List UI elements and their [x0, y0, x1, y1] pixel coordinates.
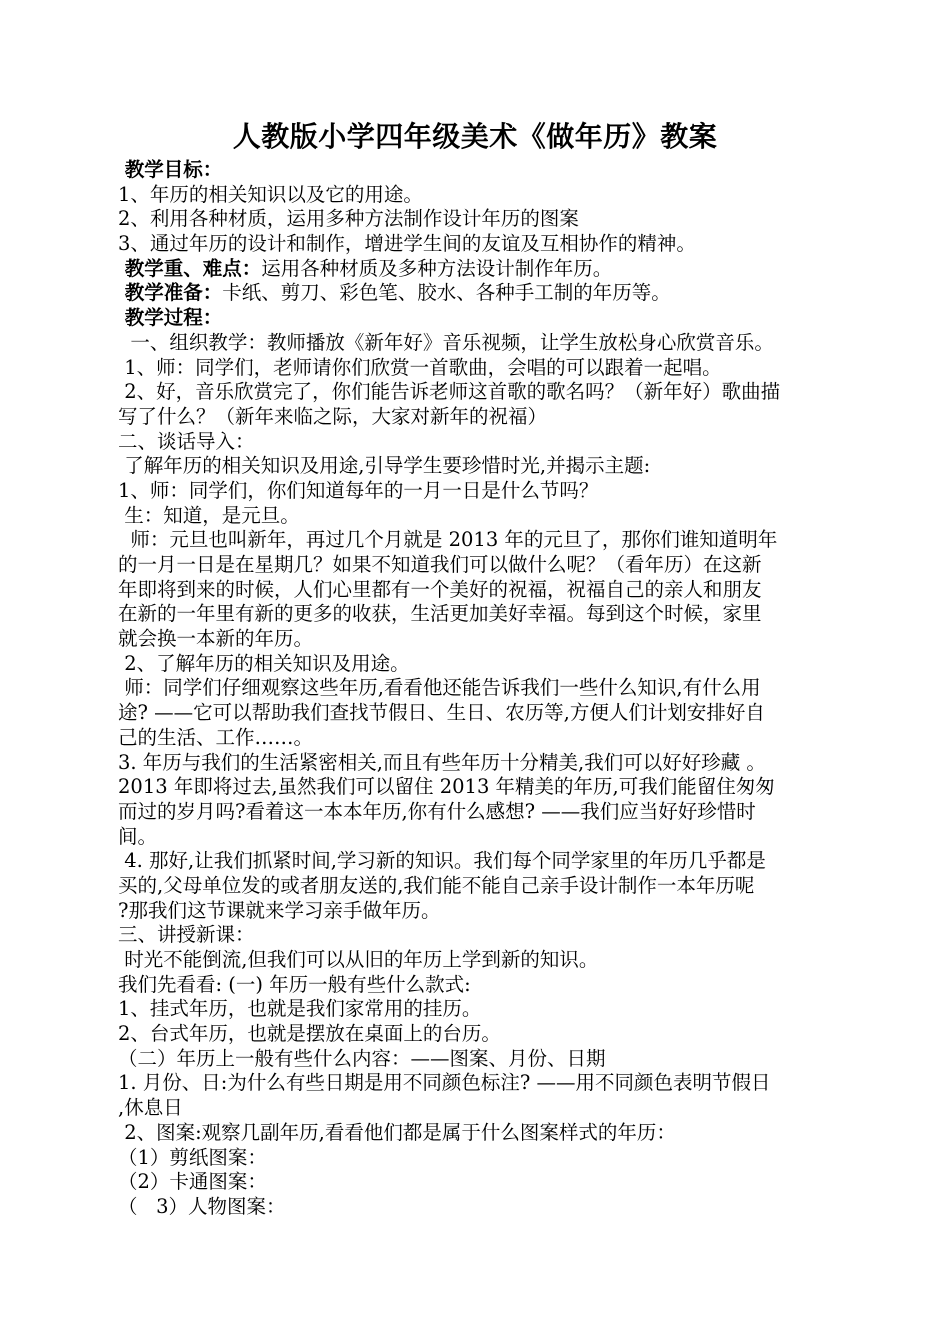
line-text: 间。 [118, 824, 158, 848]
text-line [118, 1121, 853, 1146]
text-line [118, 726, 853, 751]
text-line [118, 800, 853, 825]
text-line [118, 257, 853, 282]
line-text: 卡纸、剪刀、彩色笔、胶水、各种手工制的年历等。 [222, 281, 671, 305]
line-text: 途? ——它可以帮助我们查找节假日、生日、农历等,方便人们计划安排好自 [118, 701, 765, 725]
section-label: 教学过程： [118, 306, 223, 330]
text-line [118, 1096, 853, 1121]
line-text: ,休息日 [118, 1096, 183, 1120]
line-text: 1. 月份、日:为什么有些日期是用不同颜色标注? ——用不同颜色表明节假日 [118, 1071, 771, 1095]
section-label: 教学重、难点： [118, 256, 262, 280]
text-line [118, 1022, 853, 1047]
line-text: 1、师：同学们，老师请你们欣赏一首歌曲，会唱的可以跟着一起唱。 [118, 355, 722, 379]
text-line [118, 380, 853, 405]
text-line [118, 331, 853, 356]
text-line [118, 751, 853, 776]
line-text: 我们先看看: (一) 年历一般有些什么款式: [118, 972, 471, 996]
text-line [118, 899, 853, 924]
text-line [118, 528, 853, 553]
line-text: 时光不能倒流,但我们可以从旧的年历上学到新的知识。 [118, 948, 599, 971]
line-text: （2）卡通图案： [118, 1170, 267, 1194]
line-text: 1、年历的相关知识以及它的用途。 [118, 182, 423, 206]
text-line [118, 405, 853, 430]
document-title: 人教版小学四年级美术《做年历》教案 [232, 120, 718, 153]
text-line [118, 1071, 853, 1096]
section-label: 教学准备： [118, 281, 223, 305]
text-line [118, 627, 853, 652]
line-text: ?那我们这节课就来学习亲手做年历。 [118, 898, 441, 922]
text-line [118, 1195, 853, 1220]
text-line [118, 676, 853, 701]
line-text: 买的,父母单位发的或者朋友送的,我们能不能自己亲手设计制作一本年历呢 [118, 873, 755, 897]
line-text: 三、讲授新课： [118, 923, 255, 947]
text-line [118, 553, 853, 578]
text-line [118, 1170, 853, 1195]
text-line [118, 158, 853, 183]
line-text: 写了什么？（新年来临之际，大家对新年的祝福） [118, 404, 548, 428]
text-line [118, 1146, 853, 1171]
line-text: （ 3）人物图案： [118, 1194, 286, 1218]
line-text: 2、台式年历，也就是摆放在桌面上的台历。 [118, 1022, 501, 1046]
line-text: 4. 那好,让我们抓紧时间,学习新的知识。我们每个同学家里的年历几乎都是 [118, 849, 766, 873]
section-label: 教学目标： [118, 158, 223, 181]
line-text: （二）年历上一般有些什么内容：——图案、月份、日期 [118, 1046, 606, 1070]
line-text: 己的生活、工作……。 [118, 725, 314, 749]
line-text: 一、组织教学：教师播放《新年好》音乐视频，让学生放松身心欣赏音乐。 [118, 330, 774, 354]
text-line [118, 775, 853, 800]
document-body [118, 158, 853, 1220]
line-text: 2、图案:观察几副年历,看看他们都是属于什么图案样式的年历： [118, 1120, 676, 1144]
text-line [118, 923, 853, 948]
text-line [118, 232, 853, 257]
text-line [118, 825, 853, 850]
line-text: 而过的岁月吗?看着这一本本年历,你有什么感想? ——我们应当好好珍惜时 [118, 799, 756, 823]
text-line [118, 454, 853, 479]
text-line [118, 183, 853, 208]
line-text: 师：同学们仔细观察这些年历,看看他还能告诉我们一些什么知识,有什么用 [118, 676, 761, 700]
line-text: 2、好，音乐欣赏完了，你们能告诉老师这首歌的歌名吗？（新年好）歌曲描 [118, 380, 781, 404]
text-line [118, 948, 853, 973]
line-text: 就会换一本新的年历。 [118, 627, 314, 651]
text-line [118, 578, 853, 603]
text-line [118, 207, 853, 232]
text-line [118, 701, 853, 726]
line-text: 3、通过年历的设计和制作，增进学生间的友谊及互相协作的精神。 [118, 232, 696, 256]
line-text: 师：元旦也叫新年，再过几个月就是 2013 年的元旦了，那你们谁知道明年 [118, 528, 778, 552]
text-line [118, 1047, 853, 1072]
text-line [118, 602, 853, 627]
text-line [118, 997, 853, 1022]
text-line [118, 874, 853, 899]
line-text: 的一月一日是在星期几？如果不知道我们可以做什么呢？（看年历）在这新 [118, 553, 762, 576]
line-text: 二、谈话导入： [118, 429, 255, 453]
line-text: 运用各种材质及多种方法设计制作年历。 [261, 256, 613, 280]
text-line [118, 281, 853, 306]
text-line [118, 479, 853, 504]
line-text: 2、了解年历的相关知识及用途。 [118, 651, 410, 675]
text-line [118, 504, 853, 529]
line-text: 2、利用各种材质，运用多种方法制作设计年历的图案 [118, 207, 579, 231]
text-line [118, 306, 853, 331]
text-line [118, 849, 853, 874]
text-line [118, 973, 853, 998]
text-line [118, 356, 853, 381]
line-text: 1、挂式年历，也就是我们家常用的挂历。 [118, 997, 482, 1021]
line-text: （1）剪纸图案： [118, 1145, 267, 1169]
line-text: 2013 年即将过去,虽然我们可以留住 2013 年精美的年历,可我们能留住匆匆 [118, 775, 775, 799]
line-text: 在新的一年里有新的更多的收获，生活更加美好幸福。每到这个时候，家里 [118, 602, 762, 626]
line-text: 了解年历的相关知识及用途,引导学生要珍惜时光,并揭示主题: [118, 454, 651, 478]
text-line [118, 652, 853, 677]
line-text: 年即将到来的时候，人们心里都有一个美好的祝福，祝福自己的亲人和朋友 [118, 577, 762, 601]
line-text: 3. 年历与我们的生活紧密相关,而且有些年历十分精美,我们可以好好珍藏 。 [118, 750, 766, 774]
line-text: 1、师：同学们，你们知道每年的一月一日是什么节吗？ [118, 478, 599, 502]
text-line [118, 430, 853, 455]
line-text: 生：知道，是元旦。 [118, 503, 300, 527]
